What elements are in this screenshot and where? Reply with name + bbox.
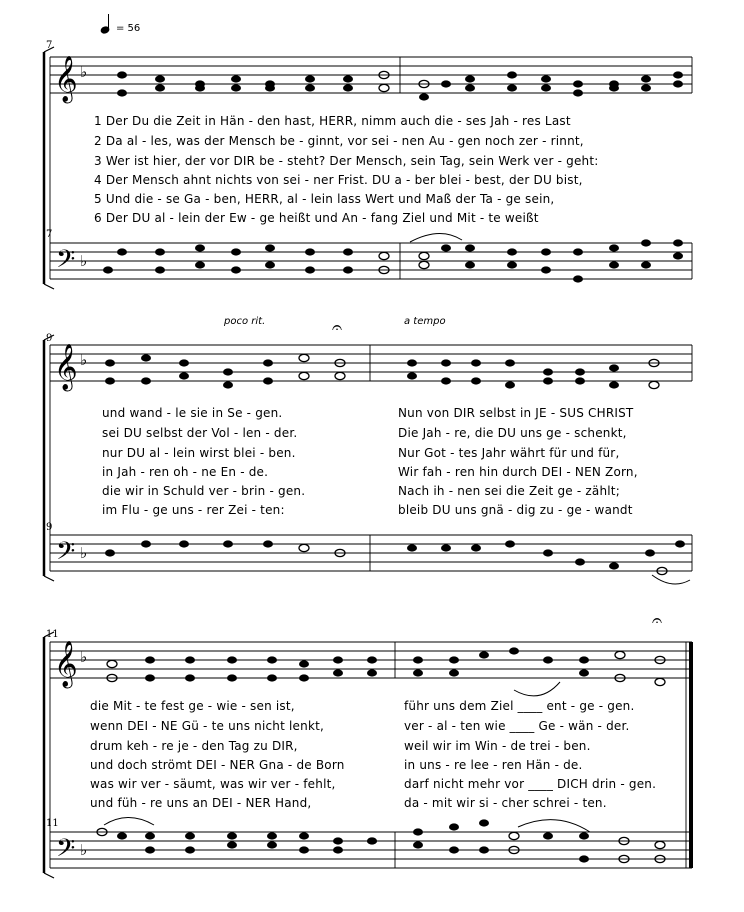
lyric-verse-5: die wir in Schuld ver - brin - gen.	[102, 484, 306, 498]
lyric-verse-1: die Mit - te fest ge - wie - sen ist,	[90, 699, 295, 713]
direction-poco-rit: poco rit.	[224, 316, 266, 327]
svg-text:♭: ♭	[80, 63, 88, 81]
svg-text:♭: ♭	[80, 841, 88, 859]
lyric-verse-5: was wir ver - säumt, was wir ver - fehlt,	[90, 777, 336, 791]
lyric-verse-2: Die Jah - re, die DU uns ge - schenkt,	[398, 426, 627, 440]
lyric-verse-1: führ uns dem Ziel ____ ent - ge - gen.	[404, 699, 635, 713]
lyric-verse-2: wenn DEI - NE Gü - te uns nicht lenkt,	[90, 719, 325, 733]
measure-number: 11	[46, 818, 59, 829]
system3-notes	[117, 647, 589, 862]
system2-bass-staff	[50, 535, 692, 571]
lyric-verse-1: 1 Der Du die Zeit in Hän - den hast, HERR, nimm auch die - ses Jah - res Last	[94, 114, 571, 128]
treble-clef-icon: 𝄞	[54, 344, 78, 390]
system1-treble-staff	[50, 57, 692, 93]
lyric-verse-6: da - mit wir si - cher schrei - ten.	[404, 796, 607, 810]
lyric-verse-3: Nur Got - tes Jahr währt für und für,	[398, 446, 620, 460]
lyric-verse-3: drum keh - re je - den Tag zu DIR,	[90, 739, 298, 753]
lyric-verse-4: in Jah - ren oh - ne En - de.	[102, 465, 269, 479]
lyric-verse-4: 4 Der Mensch ahnt nichts von sei - ner Frist. DU a - ber blei - best, der DU bist,	[94, 173, 583, 187]
lyric-verse-6: im Flu - ge uns - rer Zei - ten:	[102, 503, 285, 517]
lyric-verse-4: Wir fah - ren hin durch DEI - NEN Zorn,	[398, 465, 638, 479]
lyric-verse-6: 6 Der DU al - lein der Ew - ge heißt und An - fang Ziel und Mit - te weißt	[94, 211, 539, 225]
measure-number: 9	[46, 333, 53, 344]
tempo-note-icon	[100, 14, 110, 34]
lyric-verse-4: in uns - re lee - ren Hän - de.	[404, 758, 583, 772]
tempo-marking: = 56	[116, 23, 141, 34]
system1-bass-staff	[50, 243, 692, 279]
svg-text:♭: ♭	[80, 544, 88, 562]
lyric-verse-2: ver - al - ten wie ____ Ge - wän - der.	[404, 719, 630, 733]
lyric-verse-3: weil wir im Win - de trei - ben.	[404, 739, 591, 753]
system2-treble-staff	[50, 345, 692, 381]
svg-text:♭: ♭	[80, 648, 88, 666]
lyric-verse-2: sei DU selbst der Vol - len - der.	[102, 426, 298, 440]
lyric-verse-6: bleib DU uns gnä - dig zu - ge - wandt	[398, 503, 633, 517]
system2-notes	[105, 354, 685, 569]
svg-text:♭: ♭	[80, 351, 88, 369]
treble-clef-icon: 𝄞	[54, 641, 78, 687]
lyric-verse-2: 2 Da al - les, was der Mensch be - ginnt, vor sei - nen Au - gen noch zer - rinnt,	[94, 134, 584, 148]
measure-number: 7	[46, 229, 53, 240]
svg-text:♭: ♭	[80, 252, 88, 270]
measure-number: 9	[46, 522, 53, 533]
fermata-icon: 𝄐	[332, 317, 343, 338]
measure-number: 11	[46, 629, 59, 640]
lyric-verse-3: nur DU al - lein wirst blei - ben.	[102, 446, 296, 460]
measure-number: 7	[46, 40, 53, 51]
bass-clef-icon: 𝄢	[56, 245, 76, 280]
lyric-verse-5: Nach ih - nen sei die Zeit ge - zählt;	[398, 484, 620, 498]
bass-clef-icon: 𝄢	[56, 834, 76, 869]
lyric-verse-1: und wand - le sie in Se - gen.	[102, 406, 283, 420]
bass-clef-icon: 𝄢	[56, 537, 76, 572]
lyric-verse-1: Nun von DIR selbst in JE - SUS CHRIST	[398, 406, 634, 420]
lyric-verse-6: und füh - re uns an DEI - NER Hand,	[90, 796, 312, 810]
lyric-verse-4: und doch strömt DEI - NER Gna - de Born	[90, 758, 345, 772]
treble-clef-icon: 𝄞	[54, 56, 78, 102]
direction-a-tempo: a tempo	[404, 316, 446, 327]
lyric-verse-5: 5 Und die - se Ga - ben, HERR, al - lein lass Wert und Maß der Ta - ge sein,	[94, 192, 555, 206]
lyric-verse-3: 3 Wer ist hier, der vor DIR be - steht? Der Mensch, sein Tag, sein Werk ver - geht:	[94, 154, 599, 168]
fermata-icon: 𝄐	[652, 610, 663, 631]
lyric-verse-5: darf nicht mehr vor ____ DICH drin - gen.	[404, 777, 657, 791]
